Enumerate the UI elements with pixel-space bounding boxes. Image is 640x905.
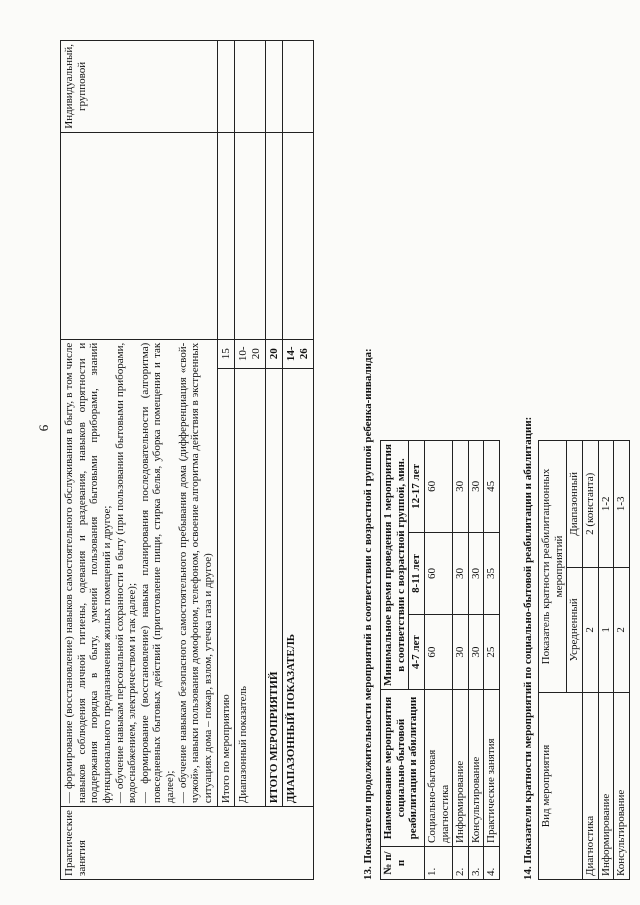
table-header-row [381,441,409,880]
description-paragraph: — формирование (восстановление) навыка планирования последовательности (алгоритма) повседневных бытовых действий (приготовление пищи, стирка белья, уборка помещения и так далее); [138,342,177,804]
header-kind: Вид мероприятия [539,693,583,880]
table-row [468,441,484,880]
summary-row [217,41,235,880]
row-value: 25 [484,615,500,690]
row-name: Практические занятия [484,690,500,847]
row-value: 60 [424,615,452,690]
header-indicator: Показатель кратности реабилитационных мероприятий [539,441,567,693]
row-name: Информирование [453,690,469,847]
header-name: Наименование мероприятия социально-бытовой реабилитации и абилитации [381,690,425,847]
row-num: 1. [424,847,452,880]
description-paragraph: — обучение навыкам безопасного самостоятельного пребывания дома (дифференциация «свой-чужой», навыки пользования домофоном, телефоном, освоение алгоритма действия в экстренных ситуациях дома – пожар, взлом, утечка газа и другое) [176,342,215,804]
row-num: 4. [484,847,500,880]
row-value: 60 [424,441,452,533]
row-value: 35 [484,532,500,614]
summary-label: Итого по мероприятию [217,368,235,806]
table-row [484,441,500,880]
header-num: № п/п [381,847,425,880]
row-num: 2. [453,847,469,880]
empty-cell [61,132,218,339]
row-value: 30 [468,615,484,690]
row-range: 1-3 [614,441,630,568]
row-kind: Консультирование [614,693,630,880]
table-row [453,441,469,880]
row-kind: Диагностика [582,693,598,880]
section-14-title: 14. Показатели кратности мероприятий по социально-бытовой реабилитации и абилитации: [522,416,534,880]
row-value: 60 [424,532,452,614]
empty-cell [283,41,313,133]
summary-label: ДИАПАЗОННЫЙ ПОКАЗАТЕЛЬ [283,368,313,806]
empty-cell [235,41,265,133]
summary-value: 10-20 [235,339,265,368]
row-value: 30 [468,532,484,614]
header-age-8-11: 8-11 лет [409,532,425,614]
row-name: Консультирование [468,690,484,847]
page-number: 9 [36,424,52,432]
row-value: 30 [453,532,469,614]
activity-description-cell [61,339,218,806]
empty-cell [265,132,283,339]
section-13-title: 13. Показатели продолжительности мероприятий в соответствии с возрастной группой ребенка-инвалида: [362,348,374,880]
empty-cell [283,132,313,339]
empty-cell [265,41,283,133]
table-row [582,441,598,880]
summary-row [235,41,265,880]
row-name: Социально-бытовая диагностика [424,690,452,847]
row-avg: 2 [582,567,598,692]
row-num: 3. [468,847,484,880]
table-row [598,441,614,880]
frequency-table [538,440,630,880]
description-paragraph: — обучение навыкам персональной сохранности в быту (при пользовании бытовыми приборами, водоснабжением, электричеством и так далее); [113,342,139,804]
table-row [61,41,218,880]
row-value: 30 [453,441,469,533]
form-cell: Индивидуальный, групповой [61,41,218,133]
summary-row [283,41,313,880]
row-value: 30 [468,441,484,533]
table-row [424,441,452,880]
empty-cell [235,132,265,339]
summary-label: Диапазонный показатель [235,368,265,806]
summary-value: 14-26 [283,339,313,368]
table-row [614,441,630,880]
row-value: 45 [484,441,500,533]
row-avg: 2 [614,567,630,692]
header-avg: Усредненный [567,567,583,692]
header-age-12-17: 12-17 лет [409,441,425,533]
header-age-4-7: 4-7 лет [409,615,425,690]
header-range: Диапазонный [567,441,583,568]
empty-cell [217,41,235,133]
rotated-document-sheet [60,40,630,880]
summary-row [265,41,283,880]
table-header-row [539,441,567,880]
row-value: 30 [453,615,469,690]
activities-table [60,40,314,880]
header-time: Минимальное время проведения 1 мероприятия в соответствии с возрастной группой, мин. [381,441,409,690]
row-kind: Информирование [598,693,614,880]
summary-label: ИТОГО МЕРОПРИЯТИЙ [265,368,283,806]
row-avg: 1 [598,567,614,692]
summary-value: 20 [265,339,283,368]
activity-name-cell: Практические занятия [61,807,314,880]
row-range: 2 (константа) [582,441,598,568]
summary-value: 15 [217,339,235,368]
duration-table [380,440,500,880]
empty-cell [217,132,235,339]
description-paragraph: — формирование (восстановление) навыков самостоятельного обслуживания в быту, в том числе навыков соблюдения личной гигиены, одевания и раздевания, навыков опрятности и поддержания порядка в быту, умений пользования бытовыми приборами, знаний функционального предназначения жилых помещений и другое; [63,342,113,804]
row-range: 1-2 [598,441,614,568]
